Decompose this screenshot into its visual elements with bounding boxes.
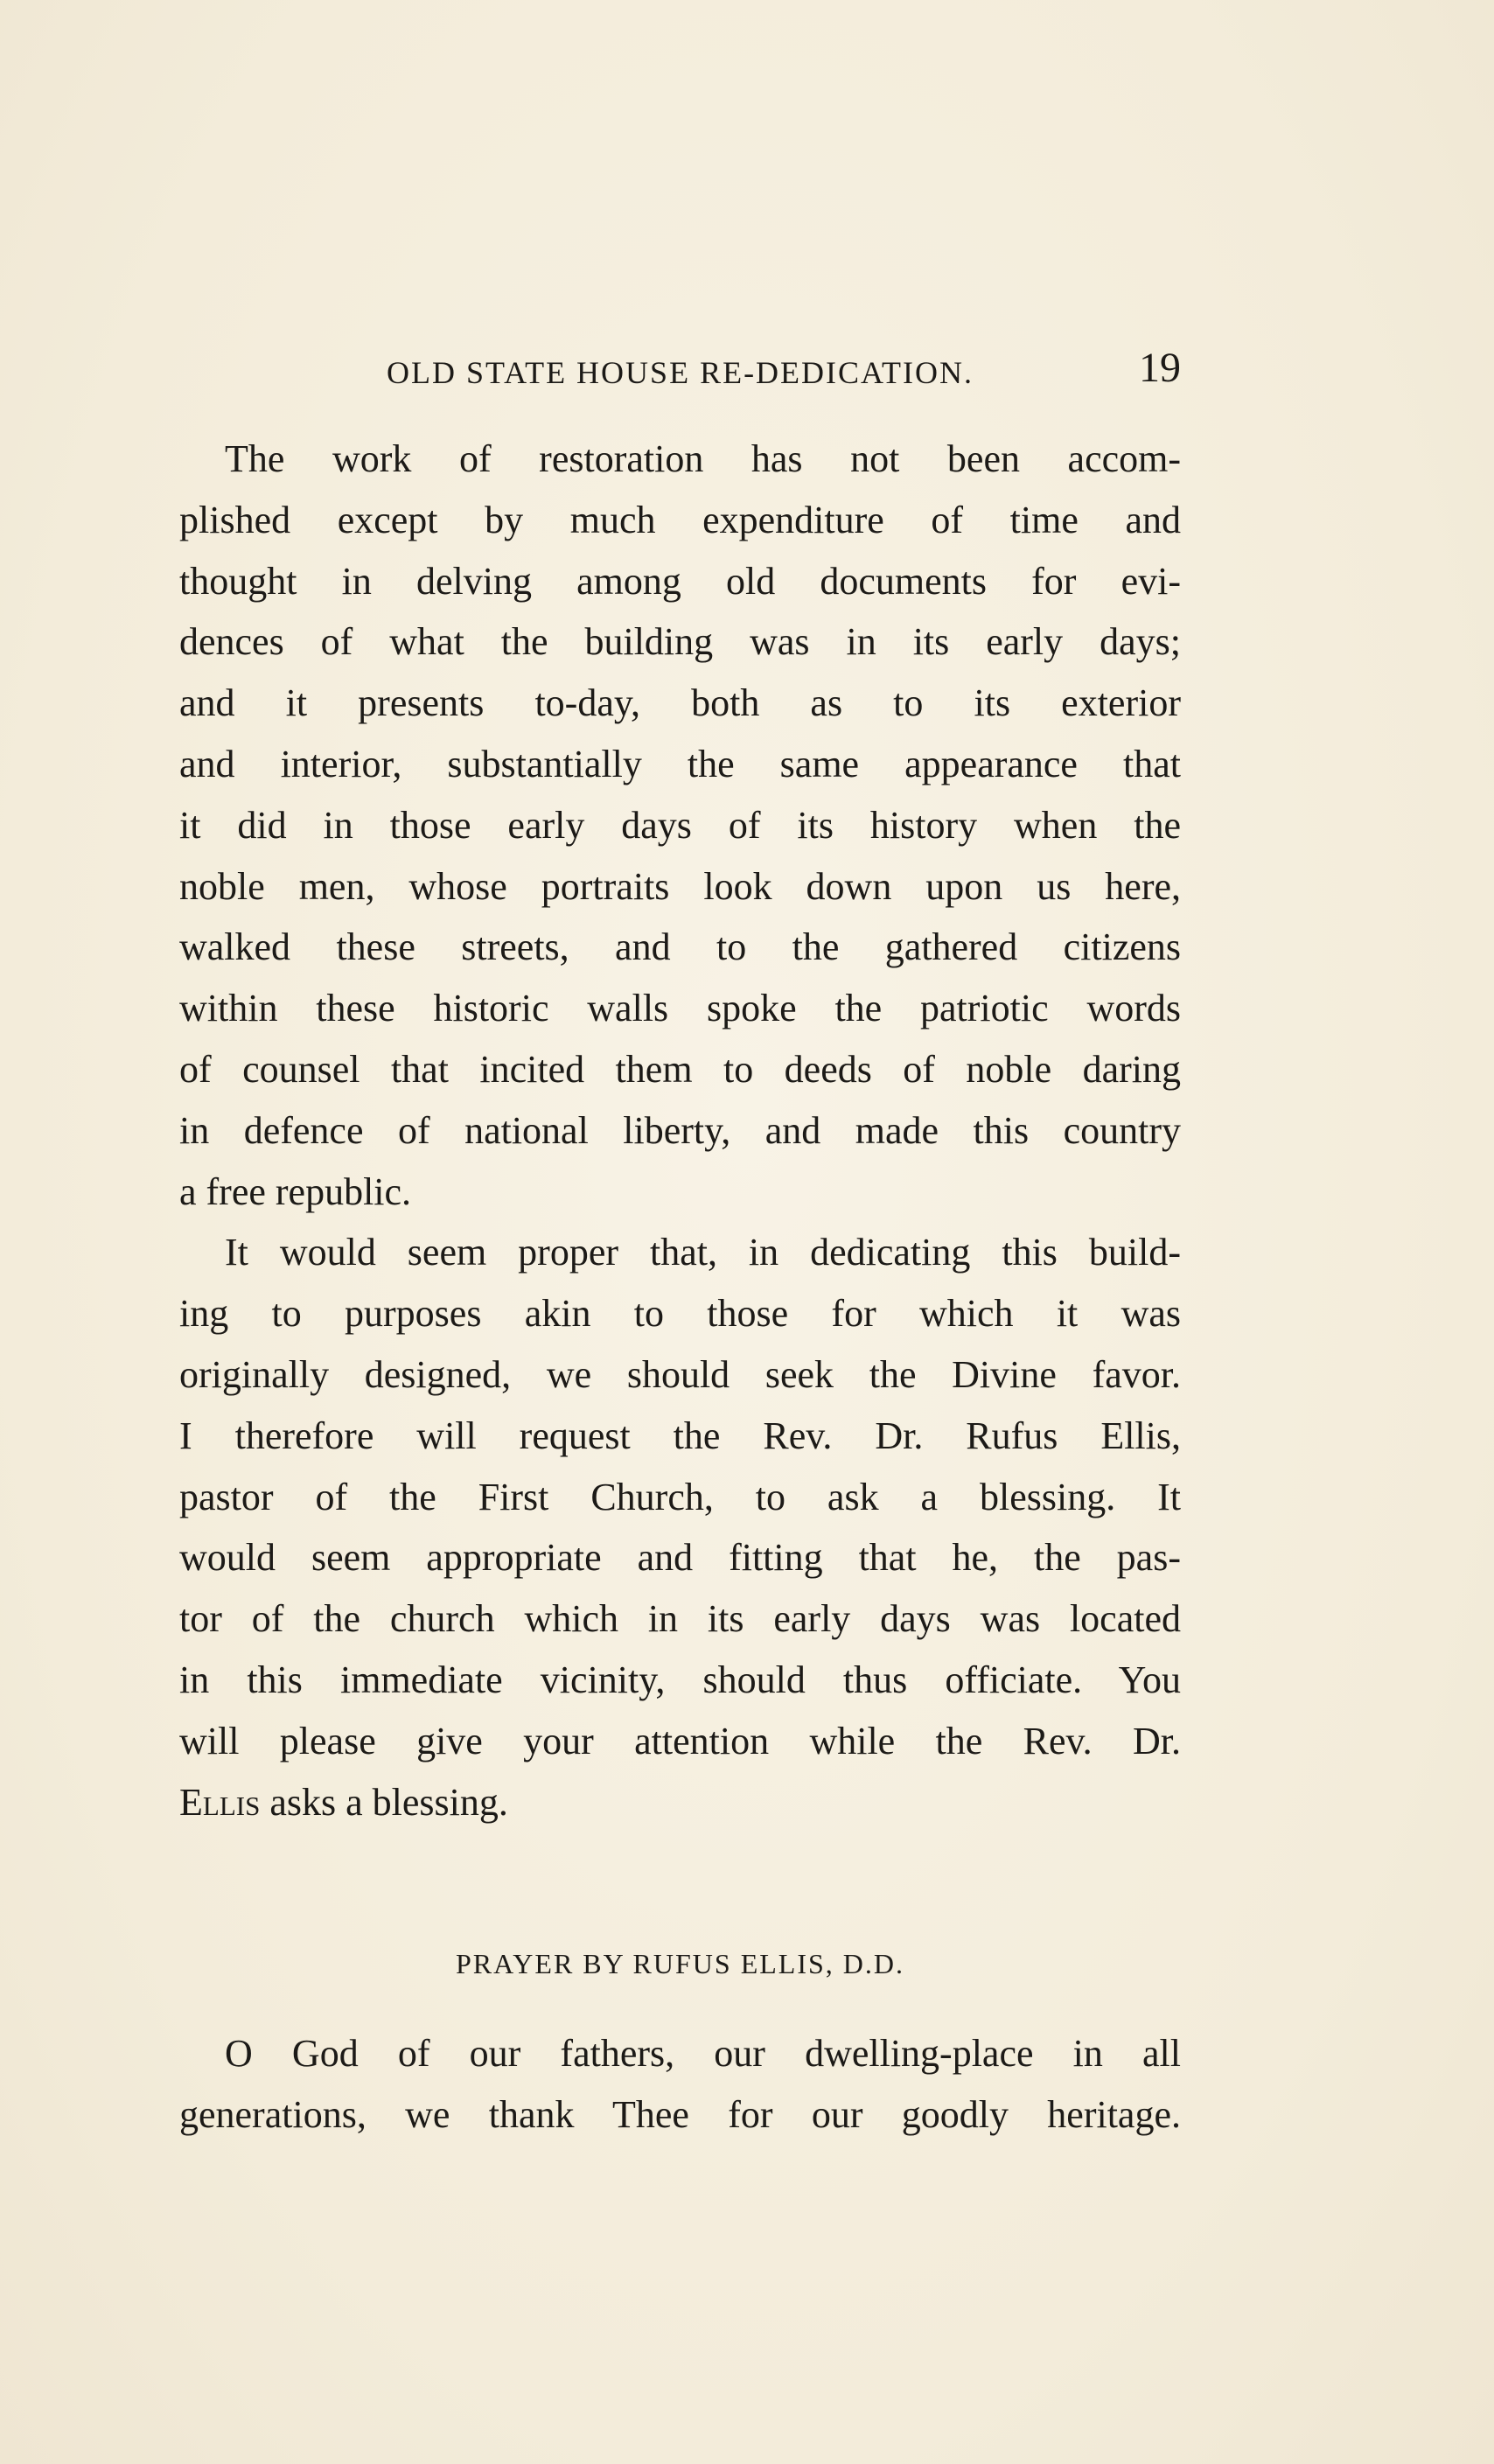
text-line: originally designed, we should seek the Divine favor. — [179, 1352, 1181, 1396]
text-line: and it presents to-day, both as to its exterior — [179, 681, 1181, 725]
text-line: in defence of national liberty, and made this country — [179, 1108, 1181, 1152]
text-line: I therefore will request the Rev. Dr. Rufus Ellis, — [179, 1413, 1181, 1457]
text-line: of counsel that incited them to deeds of noble daring — [179, 1047, 1181, 1091]
text-line: would seem appropriate and fitting that he, the pas- — [179, 1536, 1181, 1580]
text-line: ing to purposes akin to those for which it was — [179, 1292, 1181, 1336]
section-heading: PRAYER BY RUFUS ELLIS, D.D. — [455, 1948, 905, 1979]
text-line: thought in delving among old documents for evi- — [179, 559, 1181, 603]
text-line — [179, 1772, 1181, 1833]
text-line: dences of what the building was in its early days; — [179, 620, 1181, 664]
name-small-caps: Ellis — [179, 1780, 261, 1824]
text-line: in this immediate vicinity, should thus officiate. You — [179, 1658, 1181, 1701]
prayer-text — [179, 2023, 1181, 2146]
text-line: generations, we thank Thee for our goodly heritage. — [179, 2092, 1181, 2136]
text-line: within these historic walls spoke the patriotic words — [179, 987, 1181, 1030]
text-line: O God of our fathers, our dwelling-place in all — [225, 2032, 1181, 2075]
running-head — [179, 337, 1181, 398]
text-line: tor of the church which in its early days was located — [179, 1597, 1181, 1641]
text-line: pastor of the First Church, to ask a blessing. It — [179, 1475, 1181, 1518]
running-title: OLD STATE HOUSE RE-DEDICATION. — [386, 355, 974, 390]
text-line: it did in those early days of its history when the — [179, 803, 1181, 847]
text-line: a free republic. — [179, 1169, 412, 1213]
text-line: will please give your attention while the Rev. Dr. — [179, 1719, 1181, 1762]
text-line: The work of restoration has not been accom- — [225, 437, 1181, 480]
body-text — [179, 429, 1181, 1832]
text-line: noble men, whose portraits look down upon us here, — [179, 864, 1181, 908]
text-line: plished except by much expenditure of time and — [179, 498, 1181, 541]
text-line: and interior, substantially the same appearance that — [179, 742, 1181, 785]
text-line: It would seem proper that, in dedicating this build- — [225, 1231, 1181, 1274]
text-fragment: asks a blessing. — [260, 1780, 508, 1824]
page-number: 19 — [1139, 345, 1181, 391]
text-line: walked these streets, and to the gathered citizens — [179, 925, 1181, 969]
